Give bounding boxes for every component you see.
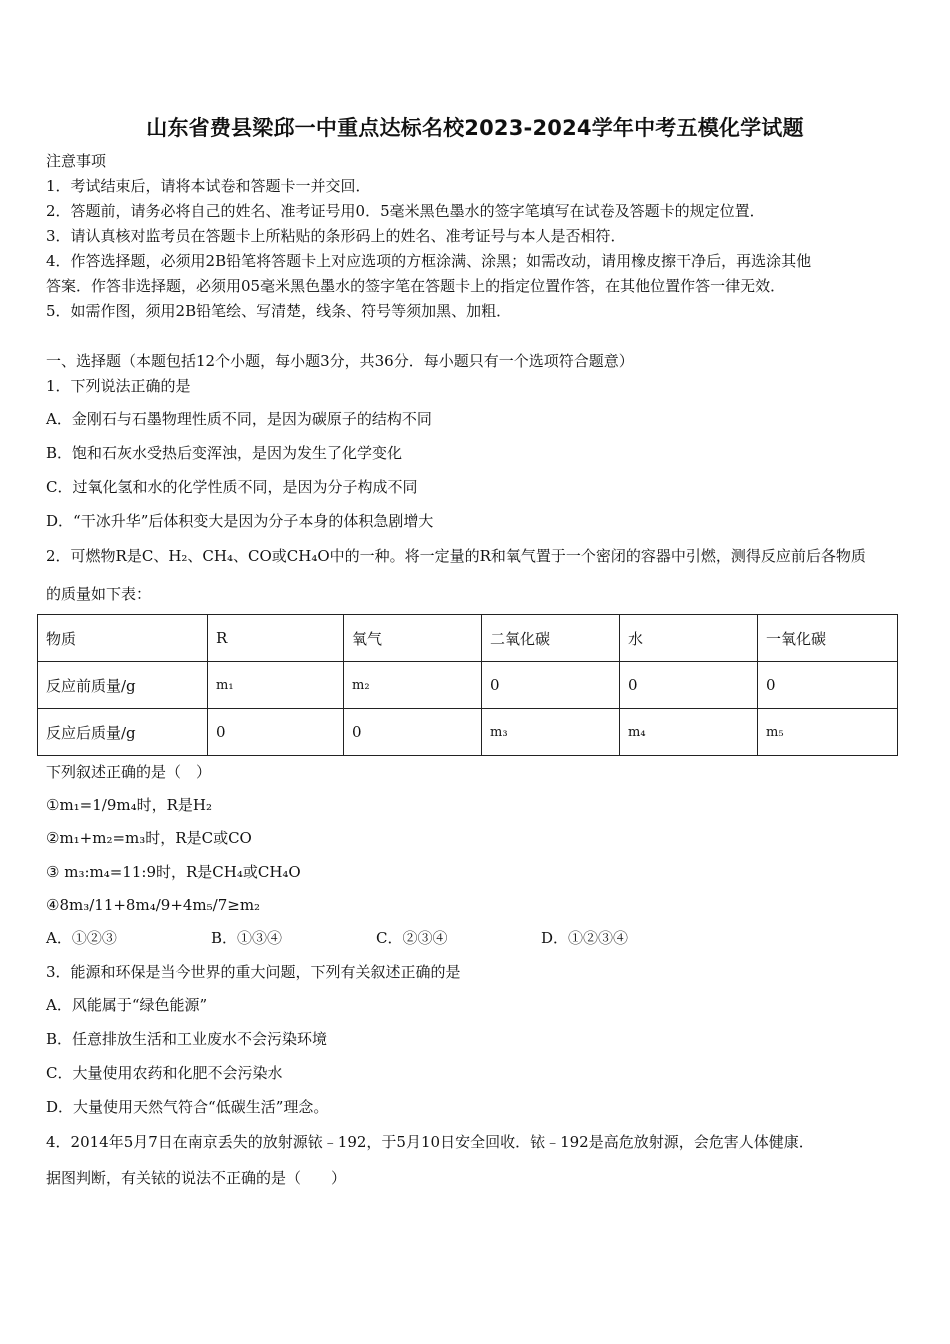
table-cell: 0 — [208, 709, 344, 756]
table-header-cell: 一氧化碳 — [758, 615, 898, 662]
q2-prompt: 下列叙述正确的是（ ） — [46, 763, 212, 781]
section-heading: 一、选择题（本题包括12个小题，每小题3分，共36分．每小题只有一个选项符合题意） — [46, 352, 634, 370]
q3-option-d: D．大量使用天然气符合“低碳生活”理念。 — [46, 1098, 329, 1116]
table-row — [38, 662, 898, 709]
q4-stem-line2: 据图判断，有关铱的说法不正确的是（ ） — [46, 1169, 347, 1187]
table-cell: 0 — [482, 662, 620, 709]
q2-choice-b: B．①③④ — [211, 929, 283, 947]
table-header-row — [38, 615, 898, 662]
q4-stem-line1: 4．2014年5月7日在南京丢失的放射源铱﹣192，于5月10日安全回收．铱﹣192是高危放射源，会危害人体健康． — [46, 1133, 814, 1151]
note-item: 3．请认真核对监考员在答题卡上所粘贴的条形码上的姓名、准考证号与本人是否相符． — [46, 227, 626, 245]
table-cell: m₄ — [620, 709, 758, 756]
q3-option-c: C．大量使用农药和化肥不会污染水 — [46, 1064, 283, 1082]
q2-choice-c: C．②③④ — [376, 929, 448, 947]
q3-stem: 3．能源和环保是当今世界的重大问题，下列有关叙述正确的是 — [46, 963, 461, 981]
page-title: 山东省费县梁邱一中重点达标名校2023-2024学年中考五模化学试题 — [146, 116, 804, 140]
table-row — [38, 709, 898, 756]
table-cell: 反应后质量/g — [38, 709, 208, 756]
mass-table — [37, 614, 898, 756]
q3-option-a: A．风能属于“绿色能源” — [46, 996, 208, 1014]
note-item: 答案．作答非选择题，必须用05毫米黑色墨水的签字笔在答题卡上的指定位置作答，在其他位置作答一律无效． — [46, 277, 786, 295]
q2-statement: ④8m₃/11+8m₄/9+4m₅/7≥m₂ — [46, 896, 261, 914]
table-cell: m₅ — [758, 709, 898, 756]
q2-statement: ②m₁+m₂=m₃时，R是C或CO — [46, 829, 252, 847]
table-cell: 0 — [344, 709, 482, 756]
table-header-cell: 氧气 — [344, 615, 482, 662]
q2-statement: ①m₁=1/9m₄时，R是H₂ — [46, 796, 213, 814]
q1-option-d: D．“干冰升华”后体积变大是因为分子本身的体积急剧增大 — [46, 512, 434, 530]
table-header-cell: 水 — [620, 615, 758, 662]
table-cell: 反应前质量/g — [38, 662, 208, 709]
q2-choice-a: A．①②③ — [46, 929, 117, 947]
notes-heading: 注意事项 — [46, 152, 107, 170]
q1-option-b: B．饱和石灰水受热后变浑浊，是因为发生了化学变化 — [46, 444, 403, 462]
note-item: 2．答题前，请务必将自己的姓名、准考证号用0．5毫米黑色墨水的签字笔填写在试卷及答题卡的规定位置． — [46, 202, 765, 220]
table-cell: m₂ — [344, 662, 482, 709]
q2-choice-d: D．①②③④ — [541, 929, 629, 947]
table-header-cell: R — [208, 615, 344, 662]
table-cell: 0 — [620, 662, 758, 709]
q1-option-a: A．金刚石与石墨物理性质不同，是因为碳原子的结构不同 — [46, 410, 432, 428]
table-header-cell: 物质 — [38, 615, 208, 662]
q2-stem-line1: 2．可燃物R是C、H₂、CH₄、CO或CH₄O中的一种。将一定量的R和氧气置于一个密闭的容器中引燃，测得反应前后各物质 — [46, 547, 866, 565]
q2-stem-line2: 的质量如下表： — [46, 585, 152, 603]
note-item: 5．如需作图，须用2B铅笔绘、写清楚，线条、符号等须加黑、加粗． — [46, 302, 512, 320]
q1-option-c: C．过氧化氢和水的化学性质不同，是因为分子构成不同 — [46, 478, 418, 496]
table-cell: 0 — [758, 662, 898, 709]
table-header-cell: 二氧化碳 — [482, 615, 620, 662]
q1-stem: 1．下列说法正确的是 — [46, 377, 191, 395]
q3-option-b: B．任意排放生活和工业废水不会污染环境 — [46, 1030, 328, 1048]
note-item: 4．作答选择题，必须用2B铅笔将答题卡上对应选项的方框涂满、涂黑；如需改动，请用橡皮擦干净后，再选涂其他 — [46, 252, 812, 270]
q2-statement: ③ m₃:m₄=11:9时，R是CH₄或CH₄O — [46, 863, 301, 881]
note-item: 1．考试结束后，请将本试卷和答题卡一并交回． — [46, 177, 371, 195]
table-cell: m₃ — [482, 709, 620, 756]
table-cell: m₁ — [208, 662, 344, 709]
